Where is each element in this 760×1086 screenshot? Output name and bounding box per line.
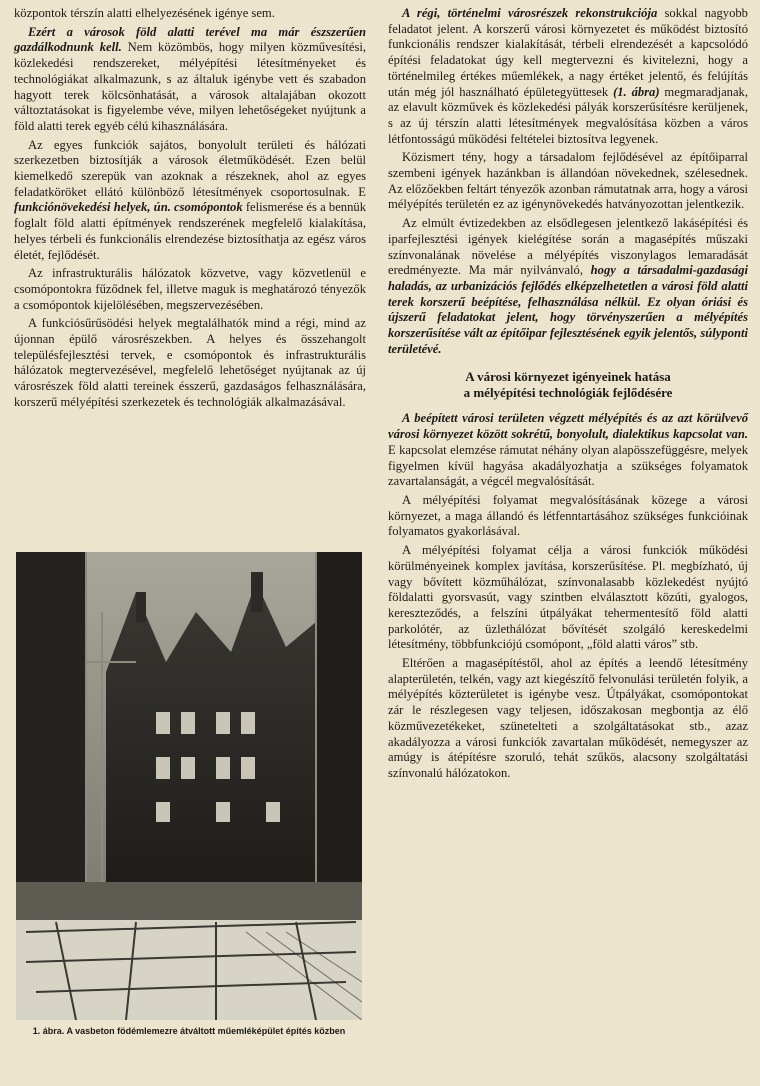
body-text: felismerése és a bennük foglalt föld alatti építmények rendszerének megfelelő kialakítása, helyes térbeli és funkcionális elrendezése biztosíthatja az egész város életét, fejlődését. [14, 200, 366, 262]
body-text: sokkal nagyobb feladatot jelent. A korszerű városi környezetet és működést biztosító funkcionális rendszer kialakítását, térbeli elrendezését a kapcsolódó építési feladatokat úgy kell megtervezni és kivitelezni, hogy a történelmileg értékes műemlékek, a nagy értéket jelentő, és felújítás után még jól használható épületegyüttesek [388, 6, 748, 99]
figure-caption: 1. ábra. A vasbeton födémlemezre átváltott műemléképület építés közben [32, 1026, 346, 1036]
figure-photo [16, 552, 362, 1020]
emphasis-text: Ezért a városok föld alatti terével ma már észszerűen gazdálkodnunk kell. [14, 24, 366, 55]
paragraph [14, 25, 366, 135]
paragraph [14, 138, 366, 264]
left-column [14, 6, 366, 414]
paragraph: Közismert tény, hogy a társadalom fejlődésével az építőiparral szembeni igények hazánkban is állandóan növekednek, szélesednek. Az előzőekben feltárt tényezők azonban rámutatnak arra, hogy a városi mélyépítés területén ez az igénynövekedés hatványozottan jelentkezik. [388, 150, 748, 212]
heading-line: A városi környezet igényeinek hatása [465, 369, 671, 385]
body-text: E kapcsolat elemzése rámutat néhány olyan alapösszefüggésre, melyek figyelmen kívül hagyása akadályozhatja a szükséges folyamatok zavartalanságát, a végcél megvalósítását. [388, 442, 748, 489]
emphasis-text: funkciónövekedési helyek, ún. csomópontok [14, 200, 243, 215]
heading-line: a mélyépítési technológiák fejlődésére [463, 385, 673, 401]
body-text: Az egyes funkciók sajátos, bonyolult területi és hálózati szerkezetben biztosítják a városok életműködését. Ezen belül kiemelkedő szerepük van azoknak a részeknek, ahol az egyes feladatköröket ellátó különböző létesítmények csoportosulnak. E [14, 137, 366, 199]
paragraph: A mélyépítési folyamat célja a városi funkciók működési körülményeinek komplex javítása, korszerűsítése. Pl. megbízható, új vagy bővített közműhálózat, színvonalasabb közlekedést nyújtó földalatti gyorsvasút, vagy szintben elválasztott közúti, gyalogos, kereszteződés, a felszíni útpályákat tehermentesítő föld alatti parkolótér, az üzlethálózat bővítését szolgáló kereskedelmi létesítmény, többfunkciójú csomópont, „föld alatti város” stb. [388, 543, 748, 652]
paragraph: Az infrastrukturális hálózatok közvetve, vagy közvetlenül e csomópontokra fűződnek fel, illetve maguk is meghatározó tényezők a csomópontok kijelölésében, megszervezésében. [14, 266, 366, 312]
section-heading [388, 369, 748, 401]
emphasis-text: hogy a társadalmi-gazdasági haladás, az urbanizációs fejlődés elképzelhetetlen a városi föld alatti terek korszerű beépítése, felhasználása nélkül. Ez olyan óriási és újszerű feladatokat jelent, hogy törvényszerűen a mélyépítés korszerűsítése vált az építőipar fejlesztésének egyik jelentős, súlyponti területévé. [388, 263, 749, 356]
building-photo-image [16, 552, 362, 1020]
body-text: megmaradjanak, az elavult közművek és közlekedési pályák korszerűsítésre kerüljenek, s az új térszín alatti létesítmények megvalósítása közben a város létfontosságú működési feltételei biztosítva legyenek. [388, 84, 748, 146]
paragraph [388, 411, 748, 490]
right-column [388, 6, 748, 785]
paragraph: A mélyépítési folyamat megvalósításának közege a városi környezet, a maga állandó és létfenntartásához szükséges funkcióinak folyamatos gyakorlásával. [388, 492, 748, 539]
paragraph: Eltérően a magasépítéstől, ahol az építés a leendő létesítmény alapterületén, telkén, vagy azt kiegészítő felvonulási területén folyik, a mélyépítés közterületet is igénybe vesz. Útpályákat, csomópontokat zár le részlegesen vagy teljesen, időszakosan megbontja az élő közművezetékeket, szünetelteti a szolgáltatásokat stb., azaz akadályozza a városi funkciók zavartalan működését, nemegyszer az amúgy is átépítésre szoruló, tehát szűkös, alacsony szolgáltatási színvonalú hálózatokon. [388, 656, 748, 780]
paragraph: A funkciósűrűsödési helyek megtalálhatók mind a régi, mind az újonnan épülő városrészekben. A helyes és összehangolt településfejlesztési tervek, e csomópontok és infrastrukturális hálózatok megtervezésével, megfelelő lehetőséget nyújtanak az új városrészek föld alatti tereinek ésszerű, gazdaságos felhasználására, korszerű mélyépítési szerkezetek és technológiák alkalmazásával. [14, 316, 366, 409]
emphasis-text: A beépített városi területen végzett mélyépítés és az azt körülvevő városi környezet között sokrétű, bonyolult, dialektikus kapcsolat van. [388, 411, 748, 442]
paragraph [388, 216, 748, 357]
paragraph [388, 6, 748, 147]
emphasis-text: A régi, történelmi városrészek rekonstrukciója [402, 6, 658, 20]
figure-reference: (1. ábra) [613, 84, 660, 99]
body-text: Nem közömbös, hogy milyen közművesítési, közlekedési rendszereket, mélyépítési létesítményeket és technológiákat alkalmazunk, s az általuk igénybe vett és szabadon hagyott terek kölcsönhatását, a városok altalajában okozott változtatásokat is figyelembe véve, milyen lehetőségeket nyújtunk a föld alatti terek egyéb célú kihasználására. [14, 40, 367, 133]
body-text: Az elmúlt évtizedekben az elsődlegesen jelentkező lakásépítési és iparfejlesztési igények kielégítése során a magasépítés műszaki színvonalának növelése a mélyépítés viszonylagos lemaradását eredményezte. Ma már nyilvánvaló, [388, 216, 748, 278]
paragraph: központok térszín alatti elhelyezésének igénye sem. [14, 6, 275, 20]
